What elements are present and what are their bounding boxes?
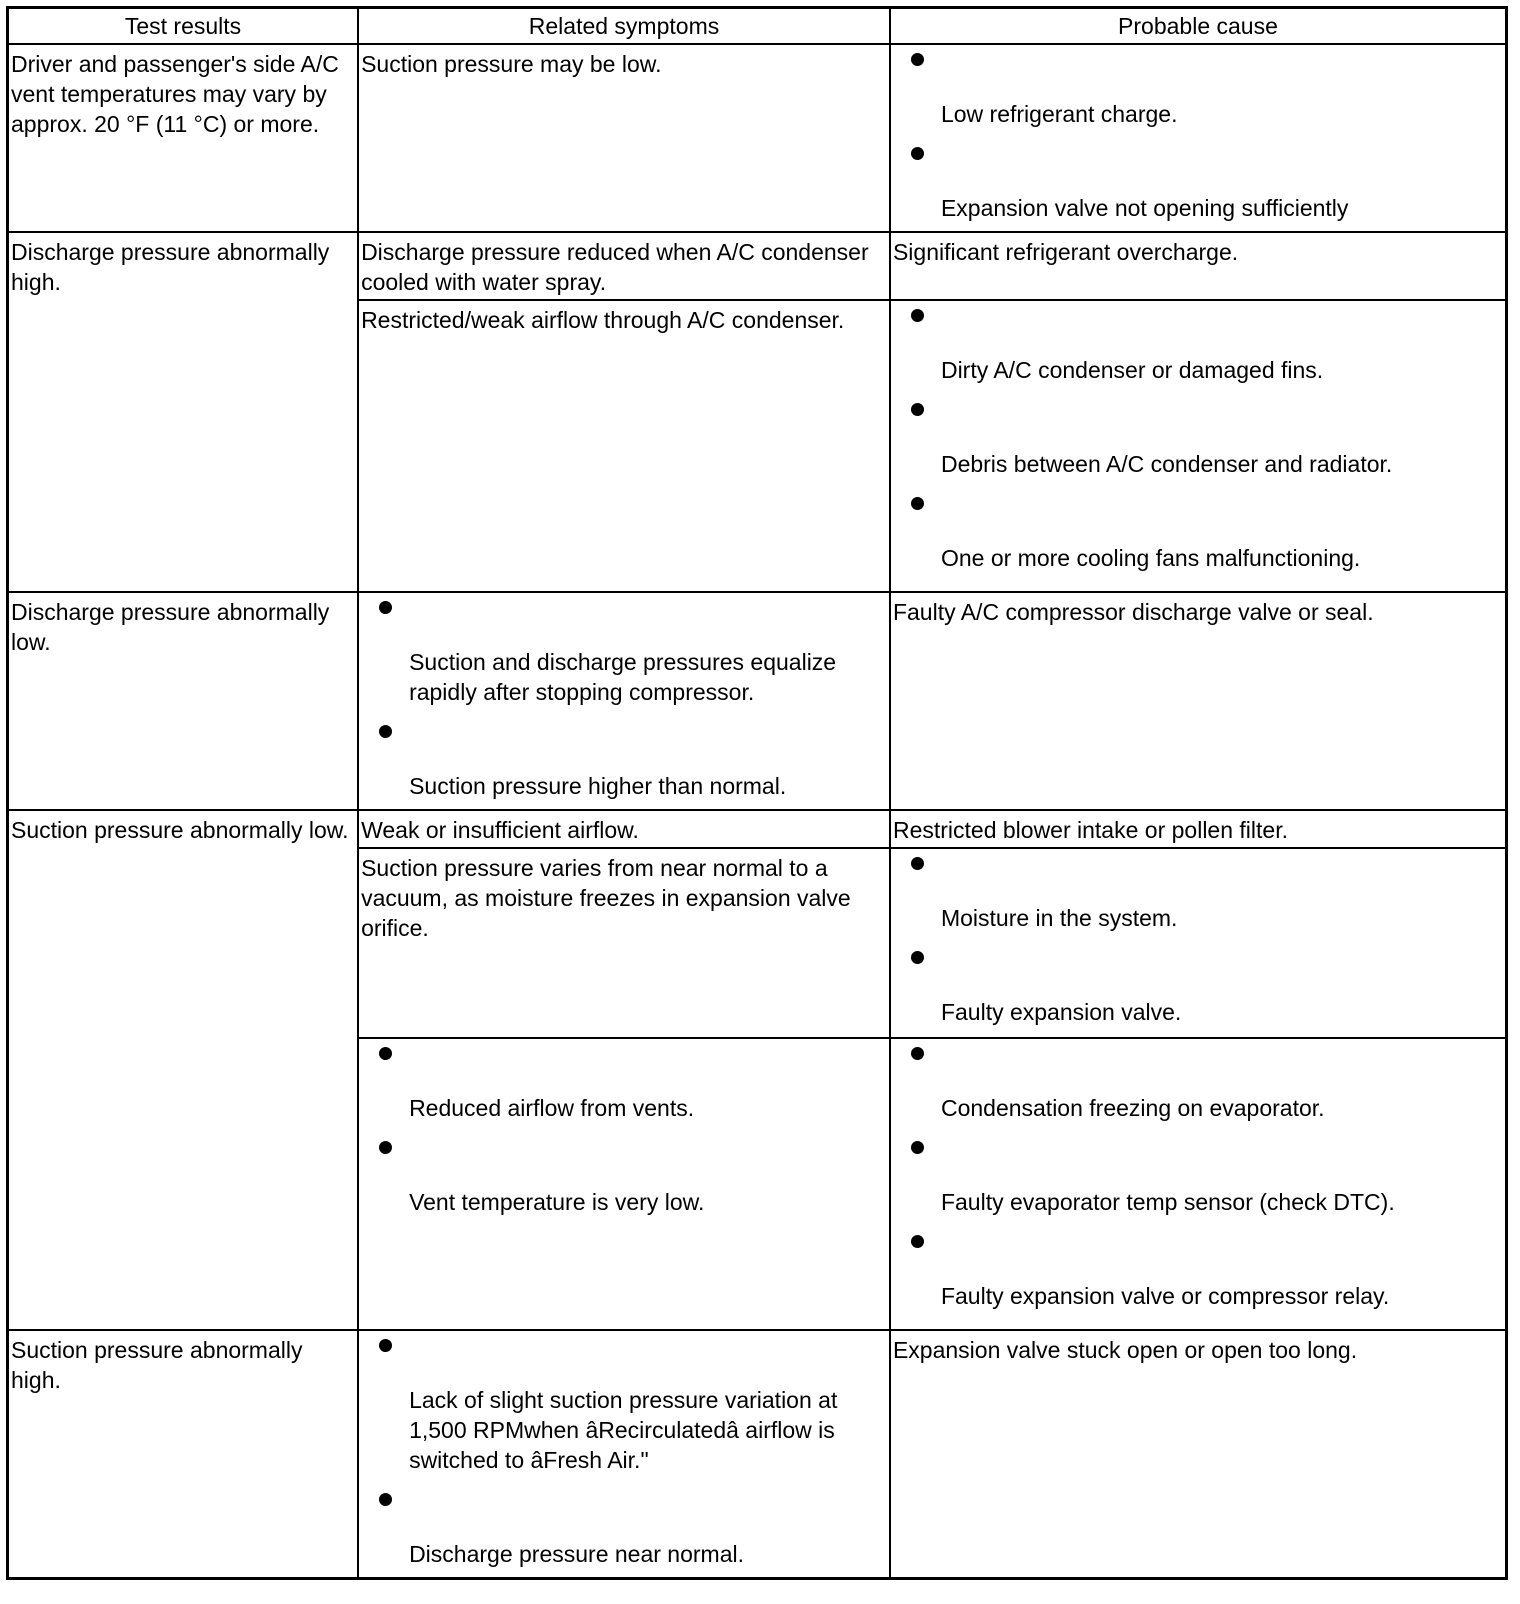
cause-cell: Faulty A/C compressor discharge valve or seal. (890, 592, 1507, 810)
test-result-cell: Discharge pressure abnormally high. (8, 232, 359, 592)
list-item-text: Debris between A/C condenser and radiator. (940, 451, 1393, 477)
list-item (893, 1137, 1503, 1217)
list-item (361, 597, 887, 707)
cause-cell (890, 300, 1507, 592)
symptom-cell: Discharge pressure reduced when A/C condenser cooled with water spray. (358, 232, 890, 300)
list-item-text: Expansion valve not opening sufficiently (940, 195, 1349, 221)
list-item-text: Low refrigerant charge. (940, 101, 1178, 127)
symptom-cell: Weak or insufficient airflow. (358, 810, 890, 848)
header-row (8, 8, 1507, 45)
bullet-icon (379, 725, 392, 738)
list-item (893, 947, 1503, 1027)
table-row (8, 1330, 1507, 1578)
symptom-cell (358, 1330, 890, 1578)
list-item-text: Faulty evaporator temp sensor (check DTC). (940, 1189, 1395, 1215)
bullet-icon (379, 1493, 392, 1506)
header-test-results: Test results (8, 8, 359, 45)
list-item (893, 853, 1503, 933)
cause-cell: Expansion valve stuck open or open too long. (890, 1330, 1507, 1578)
header-probable-cause: Probable cause (890, 8, 1507, 45)
list-item (893, 399, 1503, 479)
list-item (893, 49, 1503, 129)
list-item-text: Suction and discharge pressures equalize rapidly after stopping compressor. (409, 649, 837, 705)
list-item (361, 1137, 887, 1217)
list-item-text: Dirty A/C condenser or damaged fins. (940, 357, 1324, 383)
list-item (361, 1489, 887, 1569)
diagnostic-table (6, 6, 1508, 1580)
table-row (8, 44, 1507, 232)
cause-cell: Significant refrigerant overcharge. (890, 232, 1507, 300)
bullet-icon (911, 53, 924, 66)
test-result-cell: Suction pressure abnormally high. (8, 1330, 359, 1578)
list-item-text: Faulty expansion valve or compressor relay. (940, 1283, 1390, 1309)
cause-list (893, 853, 1503, 1027)
list-item-text: Reduced airflow from vents. (409, 1095, 695, 1121)
cause-cell (890, 44, 1507, 232)
list-item (893, 305, 1503, 385)
symptom-cell: Suction pressure varies from near normal to a vacuum, as moisture freezes in expansion valve orifice. (358, 848, 890, 1038)
bullet-icon (379, 1047, 392, 1060)
list-item-text: Suction pressure higher than normal. (409, 773, 787, 799)
list-item-text: Moisture in the system. (940, 905, 1178, 931)
list-item (361, 1335, 887, 1475)
bullet-icon (911, 309, 924, 322)
test-result-cell: Driver and passenger's side A/C vent temperatures may vary by approx. 20 °F (11 °C) or more. (8, 44, 359, 232)
list-item-text: Condensation freezing on evaporator. (940, 1095, 1325, 1121)
bullet-icon (379, 1339, 392, 1352)
symptom-list (361, 1335, 887, 1569)
header-related-symptoms: Related symptoms (358, 8, 890, 45)
bullet-icon (911, 857, 924, 870)
symptom-cell: Restricted/weak airflow through A/C condenser. (358, 300, 890, 592)
bullet-icon (911, 951, 924, 964)
bullet-icon (911, 1047, 924, 1060)
bullet-icon (911, 497, 924, 510)
list-item (893, 493, 1503, 573)
cause-cell (890, 1038, 1507, 1330)
table-row (8, 592, 1507, 810)
test-result-cell: Discharge pressure abnormally low. (8, 592, 359, 810)
cause-cell: Restricted blower intake or pollen filter. (890, 810, 1507, 848)
list-item (361, 721, 887, 801)
list-item (361, 1043, 887, 1123)
table-row (8, 810, 1507, 848)
symptom-cell (358, 1038, 890, 1330)
cause-list (893, 49, 1503, 223)
list-item (893, 1231, 1503, 1311)
list-item (893, 1043, 1503, 1123)
list-item-text: Faulty expansion valve. (940, 999, 1182, 1025)
bullet-icon (379, 601, 392, 614)
list-item-text: Discharge pressure near normal. (409, 1541, 744, 1567)
bullet-icon (379, 1141, 392, 1154)
test-result-cell: Suction pressure abnormally low. (8, 810, 359, 1330)
list-item-text: Lack of slight suction pressure variation at 1,500 RPMwhen âRecirculatedâ airflow is switched to âFresh Air." (409, 1387, 838, 1473)
bullet-icon (911, 147, 924, 160)
bullet-icon (911, 1235, 924, 1248)
table-row (8, 232, 1507, 300)
list-item (893, 143, 1503, 223)
cause-list (893, 305, 1503, 573)
list-item-text: Vent temperature is very low. (409, 1189, 705, 1215)
symptom-cell: Suction pressure may be low. (358, 44, 890, 232)
bullet-icon (911, 403, 924, 416)
cause-list (893, 1043, 1503, 1311)
symptom-cell (358, 592, 890, 810)
symptom-list (361, 1043, 887, 1217)
symptom-list (361, 597, 887, 801)
list-item-text: One or more cooling fans malfunctioning. (940, 545, 1361, 571)
bullet-icon (911, 1141, 924, 1154)
cause-cell (890, 848, 1507, 1038)
